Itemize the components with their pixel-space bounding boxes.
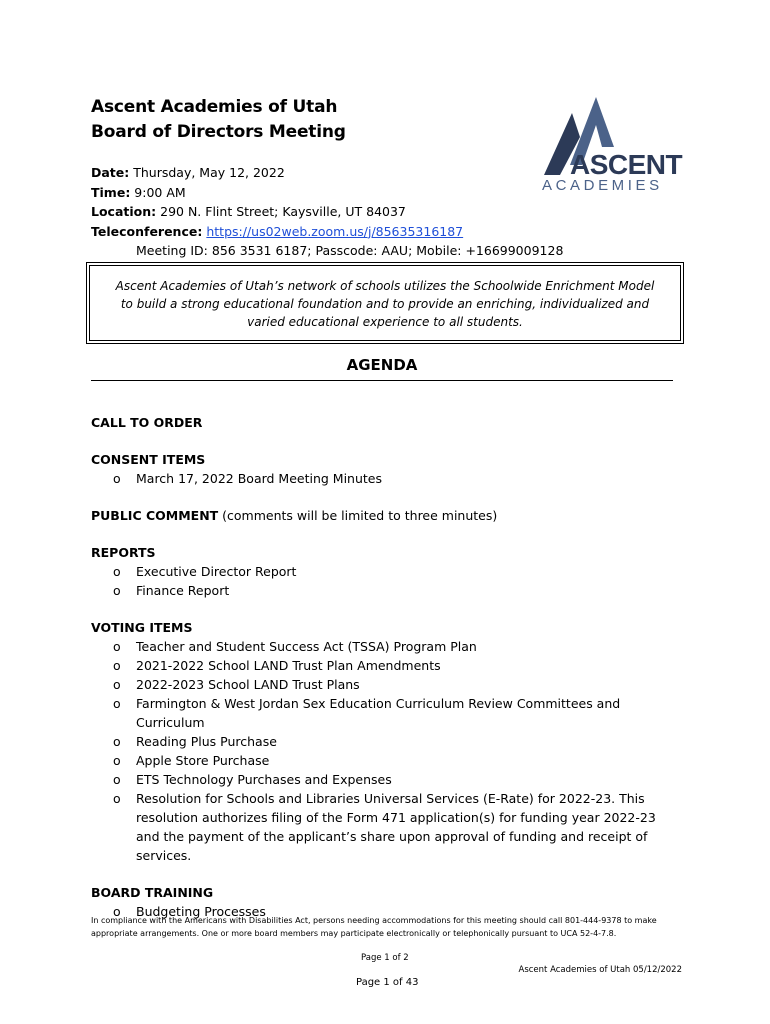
list-item: o Budgeting Processes [113,904,266,919]
list-item: o Teacher and Student Success Act (TSSA) Program Plan [113,639,477,654]
mission-text: Ascent Academies of Utah’s network of schools utilizes the Schoolwide Enrichment Model to build a strong educational foundation and to provide an enriching, individualized and varied educational experience to all students. [115,279,655,329]
report-items [91,562,681,600]
list-item: o Resolution for Schools and Libraries Universal Services (E-Rate) for 2022-23. This resolution authorizes filing of the Form 471 application(s) for funding year 2022-23 and the payment of the applicant’s share upon approval of funding and receipt of services. [113,791,656,863]
agenda-heading: AGENDA [346,356,418,374]
list-item: o 2022-2023 School LAND Trust Plans [113,677,360,692]
bullet-glyph: o [113,734,121,749]
page-number-of-43: Page 1 of 43 [356,977,419,988]
bullet-glyph: o [113,772,121,787]
list-item: o 2021-2022 School LAND Trust Plan Amendments [113,658,441,673]
title-line-1: Ascent Academies of Utah [91,97,338,117]
meeting-id-line: Meeting ID: 856 3531 6187; Passcode: AAU; Mobile: +16699009128 [136,243,564,258]
section-reports [91,543,681,600]
mission-statement-box [89,265,681,341]
bullet-glyph: o [113,696,121,711]
page-title [91,95,346,145]
training-heading: BOARD TRAINING [91,885,214,900]
meeting-location: Location: 290 N. Flint Street; Kaysville, UT 84037 [91,204,406,219]
list-item: o Reading Plus Purchase [113,734,277,749]
bullet-glyph: o [113,583,121,598]
page-number-of-2: Page 1 of 2 [361,953,409,963]
meeting-details [91,163,563,261]
ada-compliance-note: In compliance with the Americans with Disabilities Act, persons needing accommodations for this meeting should call 801-444-9378 to make appropriate arrangements. One or more board members may participate electronically or telephonically pursuant to UCA 52-4-7.8. [91,916,657,938]
reports-heading: REPORTS [91,545,156,560]
list-item: o Executive Director Report [113,564,297,579]
section-voting-items [91,618,681,865]
bullet-glyph: o [113,564,121,579]
public-comment-note: (comments will be limited to three minutes) [218,508,498,523]
zoom-link[interactable]: https://us02web.zoom.us/j/85635316187 [206,223,464,239]
bullet-glyph: o [113,658,121,673]
logo-text-main: ASCENT [570,149,683,180]
consent-items [91,469,681,488]
meeting-teleconference: Teleconference: https://us02web.zoom.us/j/85635316187 [91,223,464,239]
consent-heading: CONSENT ITEMS [91,452,206,467]
section-public-comment [91,506,681,525]
meeting-date: Date: Thursday, May 12, 2022 [91,165,285,180]
bullet-glyph: o [113,639,121,654]
list-item: o ETS Technology Purchases and Expenses [113,772,392,787]
section-consent-items [91,450,681,488]
agenda-list [91,413,681,939]
list-item: o Farmington & West Jordan Sex Education Curriculum Review Committees and Curriculum [113,696,621,730]
bullet-glyph: o [113,753,121,768]
section-call-to-order [91,413,681,432]
bullet-glyph: o [113,791,121,806]
title-line-2: Board of Directors Meeting [91,122,346,142]
list-item: o Apple Store Purchase [113,753,270,768]
list-item: o March 17, 2022 Board Meeting Minutes [113,471,383,486]
voting-heading: VOTING ITEMS [91,620,193,635]
agenda-divider [91,380,673,381]
voting-items [91,637,681,865]
document-stamp: Ascent Academies of Utah 05/12/2022 [518,965,682,975]
call-to-order-heading: CALL TO ORDER [91,415,203,430]
bullet-glyph: o [113,677,121,692]
list-item: o Finance Report [113,583,230,598]
bullet-glyph: o [113,471,121,486]
public-comment-heading: PUBLIC COMMENT [91,508,219,523]
meeting-time: Time: 9:00 AM [91,184,186,200]
bullet-glyph: o [113,904,121,919]
logo-text-sub: ACADEMIES [542,177,663,194]
